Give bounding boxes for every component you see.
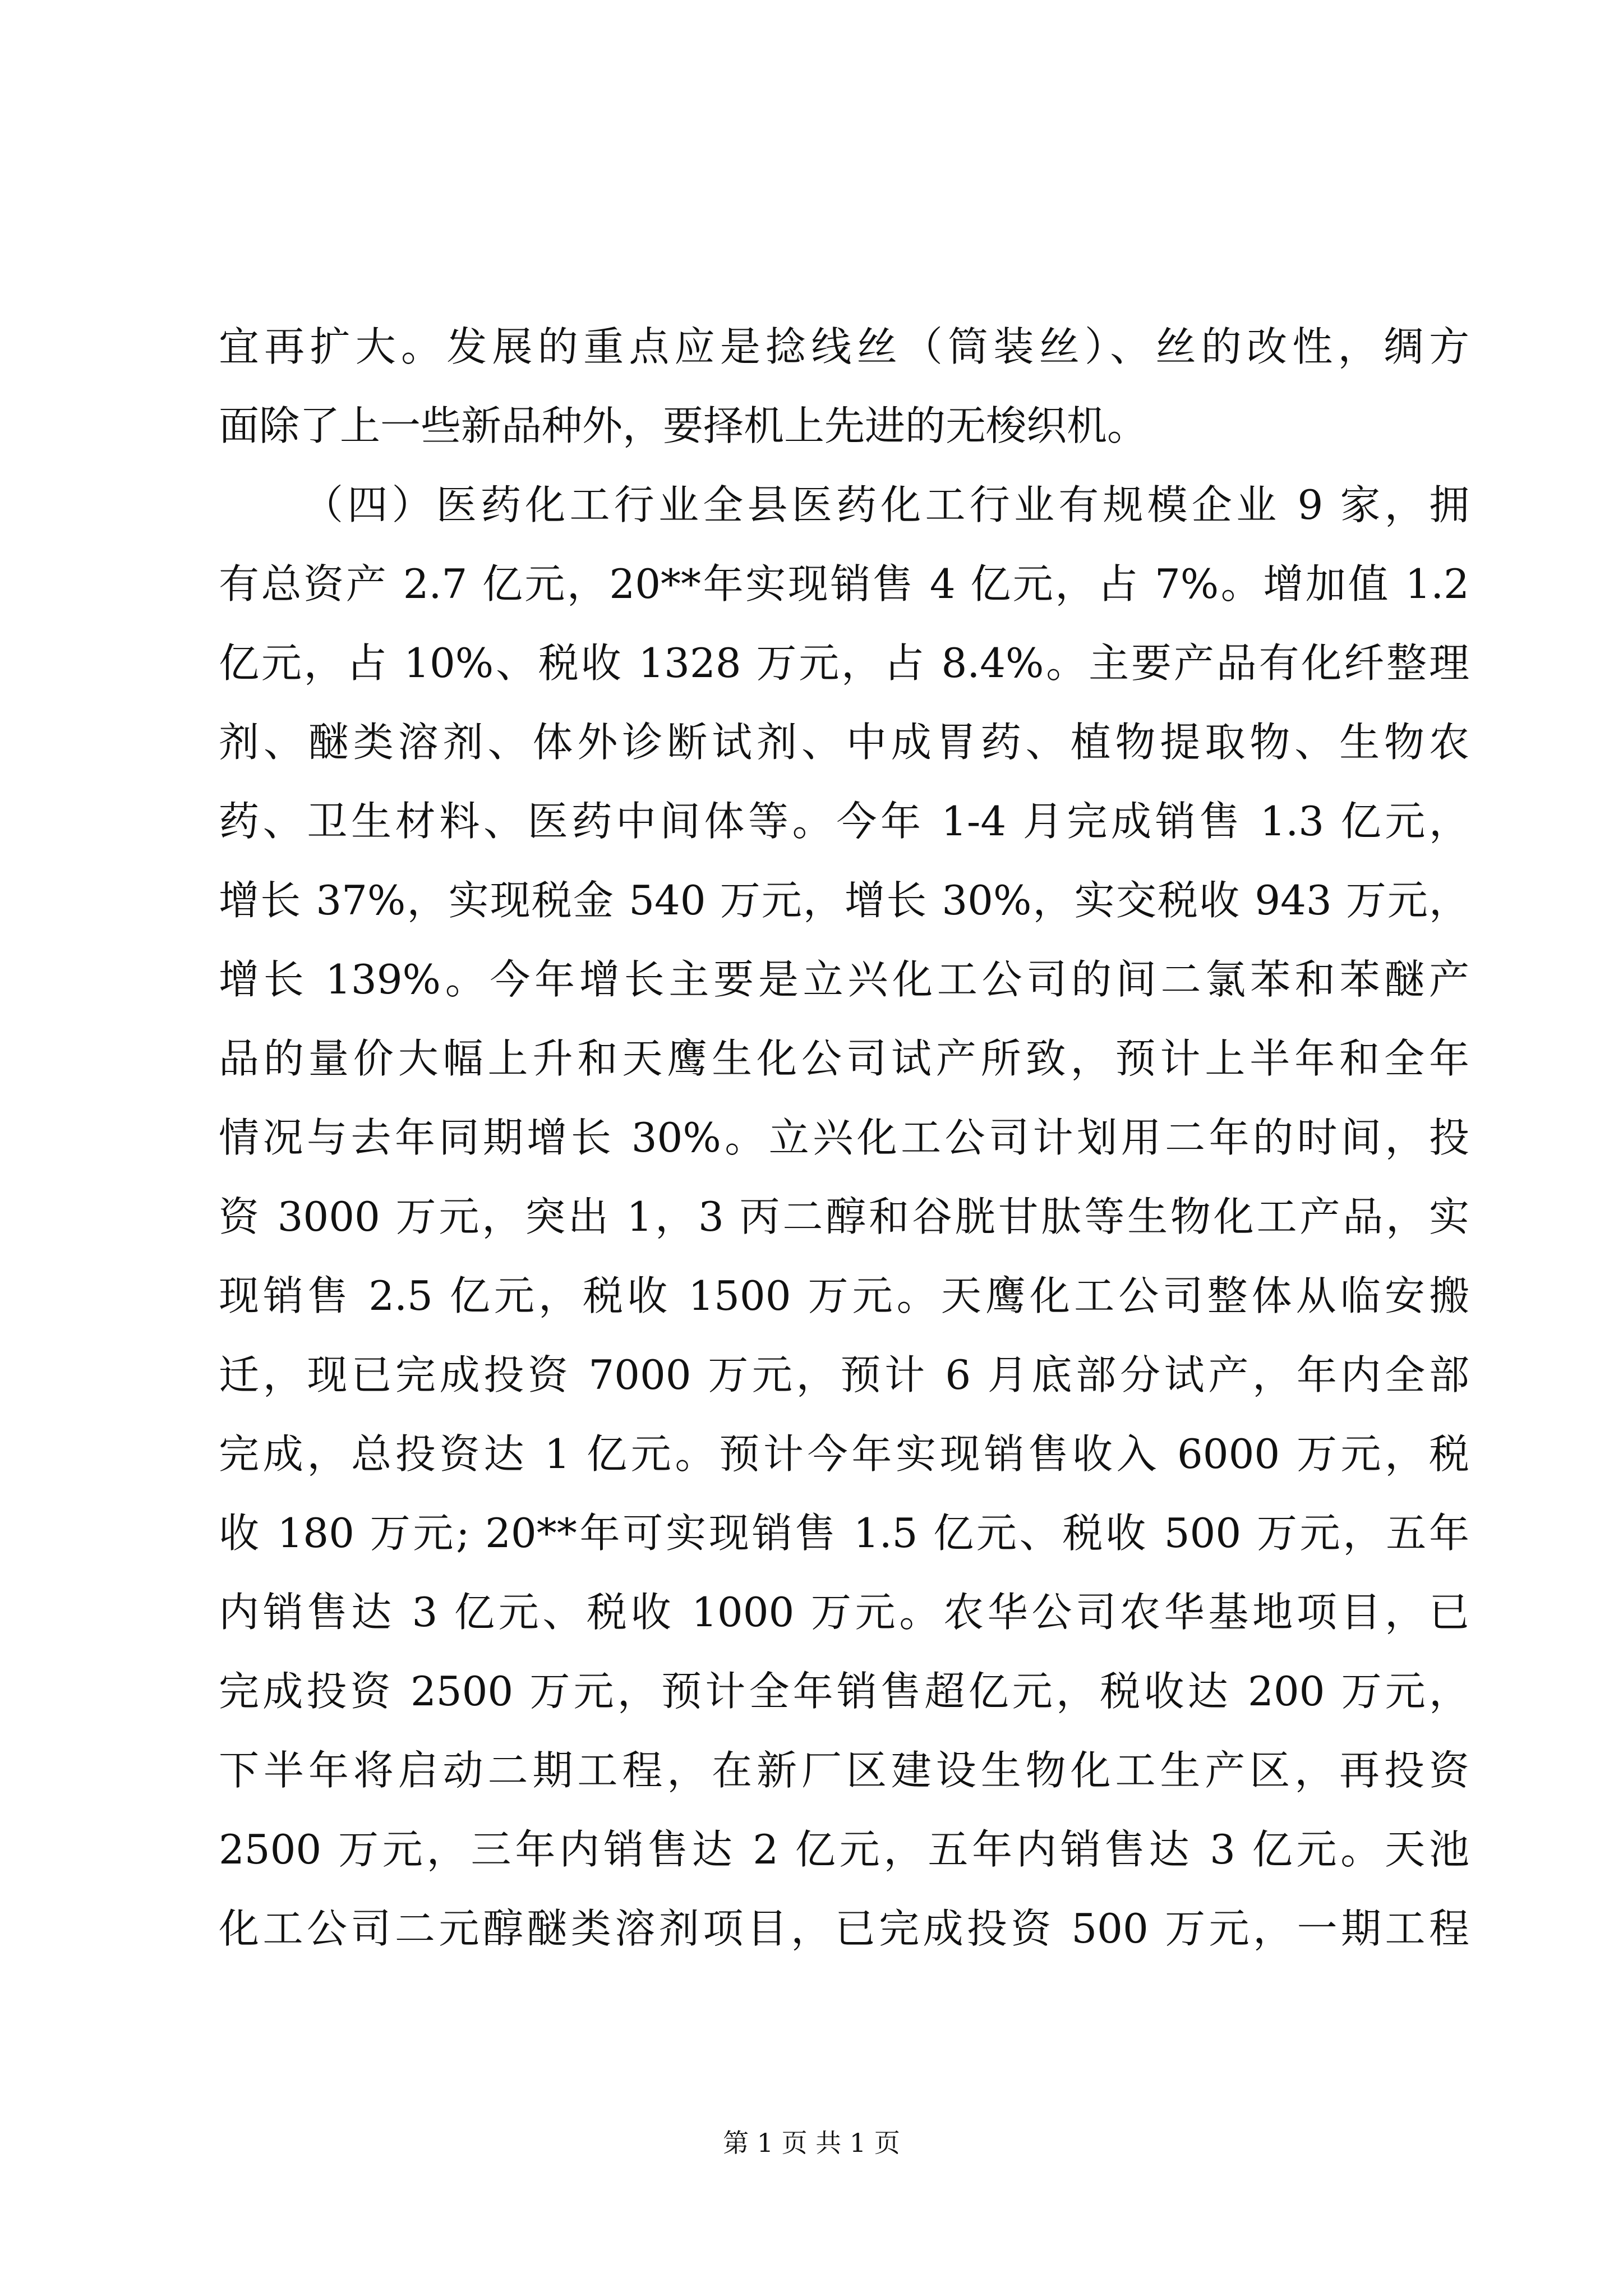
text-line: 完成，总投资达 1 亿元。预计今年实现销售收入 6000 万元，税 [219,1430,1469,1478]
text-line: 剂、醚类溶剂、体外诊断试剂、中成胃药、植物提取物、生物农 [219,719,1469,766]
text-line: 收 180 万元; 20**年可实现销售 1.5 亿元、税收 500 万元，五年 [219,1510,1469,1557]
text-line: 增长 139%。今年增长主要是立兴化工公司的间二氯苯和苯醚产 [219,956,1469,1003]
text-line: （四）医药化工行业全县医药化工行业有规模企业 9 家，拥 [303,481,1469,528]
text-line: 面除了上一些新品种外，要择机上先进的无梭织机。 [219,402,1148,449]
text-line: 完成投资 2500 万元，预计全年销售超亿元，税收达 200 万元， [219,1668,1469,1715]
text-line: 宜再扩大。发展的重点应是捻线丝（筒装丝）、丝的改性，绸方 [219,323,1469,370]
text-line: 内销售达 3 亿元、税收 1000 万元。农华公司农华基地项目，已 [219,1589,1469,1636]
text-line: 情况与去年同期增长 30%。立兴化工公司计划用二年的时间，投 [219,1114,1469,1161]
text-line: 现销售 2.5 亿元，税收 1500 万元。天鹰化工公司整体从临安搬 [219,1272,1469,1319]
text-line: 亿元，占 10%、税收 1328 万元，占 8.4%。主要产品有化纤整理 [219,639,1469,687]
text-line: 药、卫生材料、医药中间体等。今年 1-4 月完成销售 1.3 亿元， [219,798,1469,845]
text-line: 增长 37%，实现税金 540 万元，增长 30%，实交税收 943 万元， [219,877,1469,924]
text-line: 迁，现已完成投资 7000 万元，预计 6 月底部分试产，年内全部 [219,1351,1469,1398]
body-text [219,307,1469,1968]
text-line: 有总资产 2.7 亿元，20**年实现销售 4 亿元，占 7%。增加值 1.2 [219,560,1469,608]
page-footer: 第 1 页 共 1 页 [723,2128,900,2158]
text-line: 下半年将启动二期工程，在新厂区建设生物化工生产区，再投资 [219,1747,1469,1794]
text-line: 2500 万元，三年内销售达 2 亿元，五年内销售达 3 亿元。天池 [219,1826,1469,1873]
text-line: 化工公司二元醇醚类溶剂项目，已完成投资 500 万元，一期工程 [219,1905,1469,1952]
text-line: 资 3000 万元，突出 1，3 丙二醇和谷胱甘肽等生物化工产品，实 [219,1193,1469,1240]
text-line: 品的量价大幅上升和天鹰生化公司试产所致，预计上半年和全年 [219,1035,1469,1082]
